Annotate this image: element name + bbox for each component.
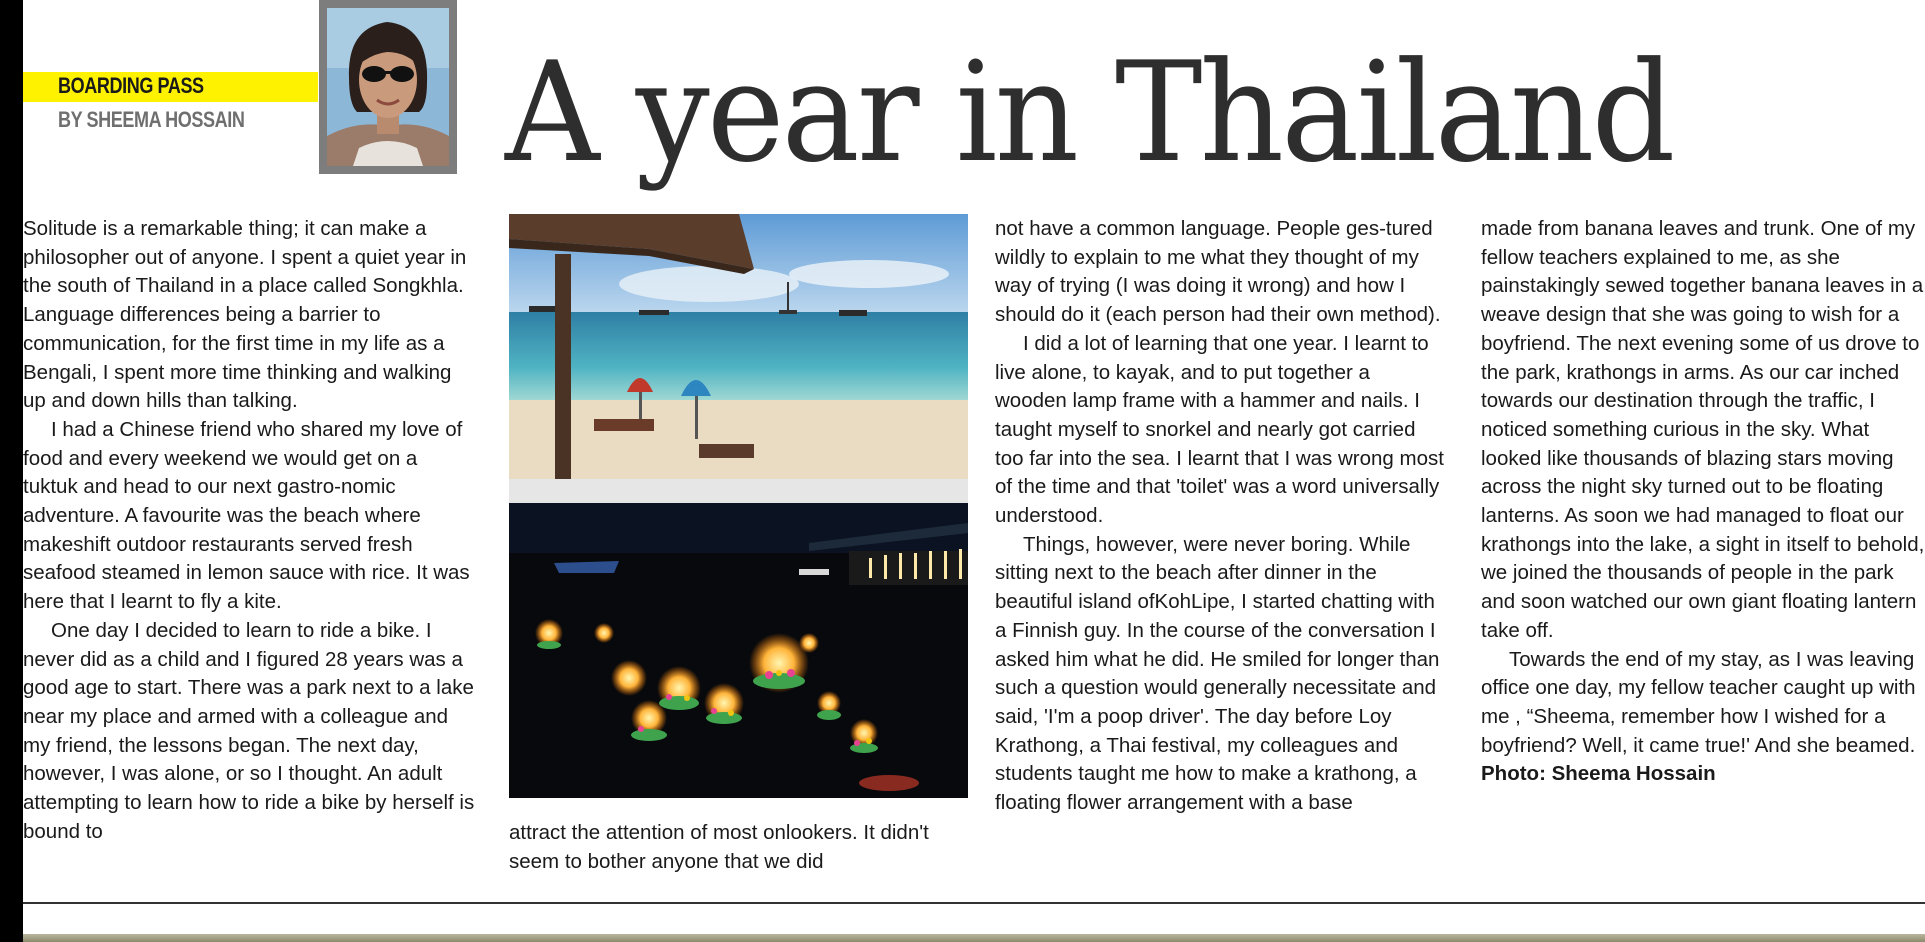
author-portrait <box>319 0 457 174</box>
photo-gap <box>509 479 968 503</box>
bottom-rule <box>23 902 1925 904</box>
footer-strip <box>23 934 1925 942</box>
article-column-1 <box>23 215 475 846</box>
byline: BY SHEEMA HOSSAIN <box>58 107 245 132</box>
author-portrait-photo <box>327 8 449 166</box>
headline: A year in Thailand <box>505 32 1673 193</box>
beach-photo <box>509 214 968 479</box>
paragraph: One day I decided to learn to ride a bike. I never did as a child and I figured 28 years was a good age to start. There was a park next to a lake near my place and armed with a colleague and my friend, the lessons began. The next day, however, I was alone, or so I thought. An adult attempting to learn how to ride a bike by herself is bound to <box>23 618 475 843</box>
left-margin-bar <box>0 0 23 942</box>
column-kicker: BOARDING PASS <box>58 73 204 98</box>
paragraph: made from banana leaves and trunk. One of my fellow teachers explained to me, as she painstakingly sewed together banana leaves in a weave design that she was going to wish for a boyfriend. The next evening some of us drove to the park, krathongs in arms. As our car inched towards our destination through the traffic, I noticed something curious in the sky. What looked like thousands of blazing stars moving across the night sky turned out to be floating lanterns. As soon we had managed to float our krathongs into the lake, a sight in itself to behold, we joined the thousands of people in the park and soon watched our own giant floating lantern take off. <box>1481 217 1925 642</box>
paragraph: attract the attention of most onlookers. It didn't seem to bother anyone that we did <box>509 821 929 873</box>
lantern-festival-photo <box>509 503 968 798</box>
paragraph: Solitude is a remarkable thing; it can make a philosopher out of anyone. I spent a quiet year in the south of Thailand in a place called Songkhla. Language differences being a barrier to communication, for the first time in my life as a Bengali, I spent more time thinking and walking up and down hills than talking. <box>23 217 467 413</box>
paragraph: I had a Chinese friend who shared my love of food and every weekend we would get on a tuktuk and head to our next gastro-nomic adventure. A favourite was the beach where makeshift outdoor restaurants served fresh seafood steamed in lemon sauce with rice. It was here that I learnt to fly a kite. <box>23 417 470 614</box>
paragraph: Towards the end of my stay, as I was leaving office one day, my fellow teacher caught up with me , “Sheema, remember how I wished for a boyfriend? Well, it came true!' And she beamed. <box>1481 647 1916 757</box>
paragraph: I did a lot of learning that one year. I learnt to live alone, to kayak, and to put together a wooden lamp frame with a hammer and nails. I taught myself to snorkel and nearly got carried too far into the sea. I learnt that I was wrong most of the time and that 'toilet' was a word universally understood. <box>995 331 1444 528</box>
lantern-festival-photo-image <box>509 503 968 798</box>
article-column-2 <box>509 819 969 876</box>
paragraph: not have a common language. People ges-tured wildly to explain to me what they thought of my way of trying (I was doing it wrong) and how I should do it (each person had their own method). <box>995 217 1441 327</box>
article-column-4 <box>1481 215 1925 789</box>
photo-credit: Photo: Sheema Hossain <box>1481 762 1716 786</box>
article-column-3 <box>995 215 1447 818</box>
beach-photo-image <box>509 214 968 479</box>
paragraph: Things, however, were never boring. While sitting next to the beach after dinner in the beautiful island ofKohLipe, I started chatting with a Finnish guy. In the course of the conversation I asked him what he did. He smiled for longer than such a question would generally necessitate and said, 'I'm a poop driver'. The day before Loy Krathong, a Thai festival, my colleagues and students taught me how to make a krathong, a floating flower arrangement with a base <box>995 532 1440 815</box>
